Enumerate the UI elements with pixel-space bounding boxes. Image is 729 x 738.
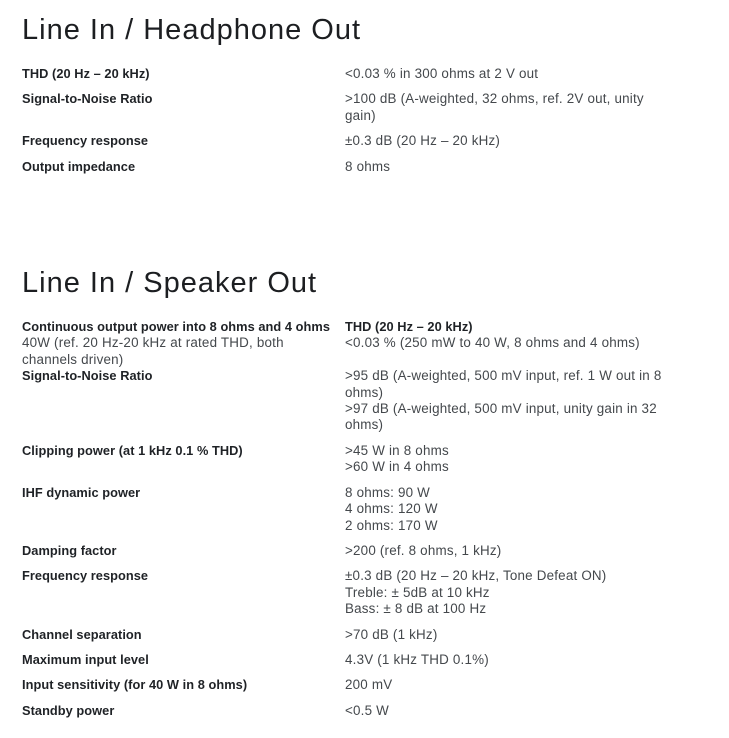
spec-row-damping-factor xyxy=(22,543,709,559)
spec-value: 8 ohms xyxy=(345,158,391,174)
spec-value: ±0.3 dB (20 Hz – 20 kHz) xyxy=(345,133,501,149)
section-title-speaker-out: Line In / Speaker Out xyxy=(22,267,318,300)
spec-value: >200 (ref. 8 ohms, 1 kHz) xyxy=(345,542,502,558)
spec-value-cell xyxy=(345,368,667,434)
spec-value-cell xyxy=(345,133,667,149)
spec-label-cell xyxy=(22,485,345,501)
spec-label-cell xyxy=(22,66,345,82)
spec-value: >97 dB (A-weighted, 500 mV input, unity gain in 32 ohms) xyxy=(345,401,657,433)
spec-value: 4 ohms: 120 W xyxy=(345,501,438,517)
spec-label-cell xyxy=(22,652,345,668)
spec-value: 200 mV xyxy=(345,677,393,693)
spec-label-cell xyxy=(22,91,345,107)
spec-value-label: THD (20 Hz – 20 kHz) xyxy=(345,319,473,335)
spec-label: Standby power xyxy=(22,702,115,718)
spec-value-cell xyxy=(345,485,667,534)
spec-label: THD (20 Hz – 20 kHz) xyxy=(22,66,150,81)
spec-value: Treble: ± 5dB at 10 kHz xyxy=(345,584,490,600)
spec-label: Channel separation xyxy=(22,626,142,642)
spec-row-thd xyxy=(22,66,709,82)
spec-row-input-sensitivity xyxy=(22,677,709,693)
spec-row-ihf-dynamic-power xyxy=(22,485,709,534)
spec-row-continuous-output-power xyxy=(22,319,709,368)
spec-row-channel-separation xyxy=(22,627,709,643)
spec-row-output-impedance xyxy=(22,159,709,175)
spec-label-cell xyxy=(22,368,345,384)
section-speaker-out xyxy=(22,266,709,719)
spec-value-cell xyxy=(345,159,667,175)
spec-value-cell xyxy=(345,543,667,559)
spec-label: Input sensitivity (for 40 W in 8 ohms) xyxy=(22,677,248,693)
spec-value-cell xyxy=(345,703,667,719)
spec-label: Clipping power (at 1 kHz 0.1 % THD) xyxy=(22,442,243,458)
section-headphone-out xyxy=(22,13,709,175)
spec-label: Damping factor xyxy=(22,542,117,558)
spec-value-cell xyxy=(345,652,667,668)
spec-value: >70 dB (1 kHz) xyxy=(345,626,438,642)
spec-value: <0.5 W xyxy=(345,702,389,718)
spec-value-cell xyxy=(345,319,667,352)
spec-label-cell xyxy=(22,133,345,149)
spec-value: >95 dB (A-weighted, 500 mV input, ref. 1 W out in 8 ohms) xyxy=(345,368,662,400)
spec-label-cell xyxy=(22,443,345,459)
spec-value-cell xyxy=(345,568,667,617)
spec-value: 8 ohms: 90 W xyxy=(345,484,431,500)
spec-value: 4.3V (1 kHz THD 0.1%) xyxy=(345,651,489,667)
spec-row-frequency-response xyxy=(22,568,709,617)
spec-row-clipping-power xyxy=(22,443,709,476)
spec-value-cell xyxy=(345,66,667,82)
spec-table-speaker-out xyxy=(22,319,709,719)
spec-row-snr xyxy=(22,368,709,434)
spec-row-frequency-response xyxy=(22,133,709,149)
spec-label: Continuous output power into 8 ohms and 4 ohms xyxy=(22,319,330,335)
spec-label: Frequency response xyxy=(22,568,149,584)
spec-label: Signal-to-Noise Ratio xyxy=(22,368,153,384)
spec-label-cell xyxy=(22,319,345,368)
spec-label-cell xyxy=(22,568,345,584)
spec-value: <0.03 % in 300 ohms at 2 V out xyxy=(345,66,539,81)
spec-label-cell xyxy=(22,677,345,693)
spec-label: IHF dynamic power xyxy=(22,484,141,500)
spec-value: 2 ohms: 170 W xyxy=(345,517,438,533)
spec-value-cell xyxy=(345,677,667,693)
spec-label-note: 40W (ref. 20 Hz-20 kHz at rated THD, both channels driven) xyxy=(22,335,284,367)
spec-row-standby-power xyxy=(22,703,709,719)
spec-table-headphone-out xyxy=(22,66,709,175)
spec-value: ±0.3 dB (20 Hz – 20 kHz, Tone Defeat ON) xyxy=(345,568,607,584)
spec-value: Bass: ± 8 dB at 100 Hz xyxy=(345,601,487,617)
spec-label: Maximum input level xyxy=(22,651,149,667)
spec-label-cell xyxy=(22,703,345,719)
spec-label: Frequency response xyxy=(22,133,149,149)
spec-value: >60 W in 4 ohms xyxy=(345,459,449,475)
spec-value-cell xyxy=(345,627,667,643)
spec-label-cell xyxy=(22,627,345,643)
spec-row-maximum-input-level xyxy=(22,652,709,668)
spec-label-cell xyxy=(22,159,345,175)
spec-label-cell xyxy=(22,543,345,559)
spec-value-cell xyxy=(345,443,667,476)
spec-value-cell xyxy=(345,91,667,124)
spec-label: Signal-to-Noise Ratio xyxy=(22,91,153,107)
spec-value: <0.03 % (250 mW to 40 W, 8 ohms and 4 ohms) xyxy=(345,335,640,351)
spec-value: >100 dB (A-weighted, 32 ohms, ref. 2V out, unity gain) xyxy=(345,91,644,123)
spec-label: Output impedance xyxy=(22,158,136,174)
spec-row-snr xyxy=(22,91,709,124)
spec-value: >45 W in 8 ohms xyxy=(345,442,449,458)
section-title-headphone-out: Line In / Headphone Out xyxy=(22,14,362,46)
